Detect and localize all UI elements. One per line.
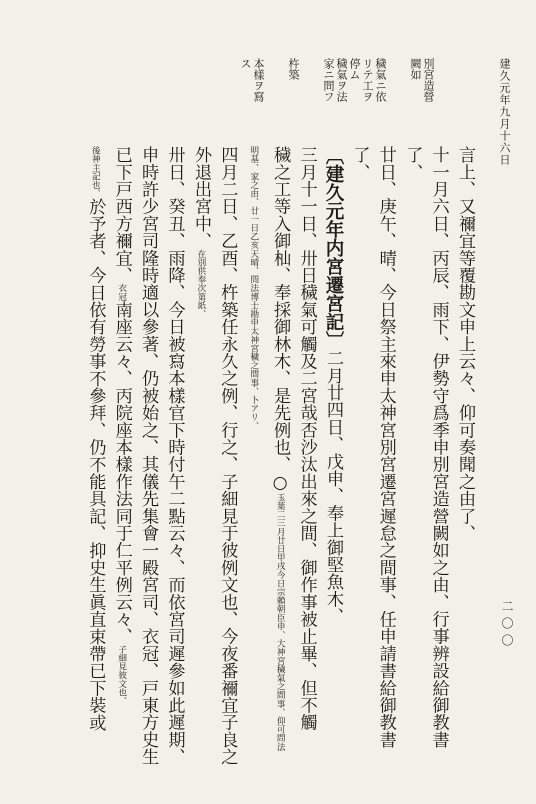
body-text (56, 146, 478, 768)
page-number: 二〇〇 (500, 600, 514, 651)
inline-note: 家之由、廿一日乙亥天晴、問法博士勘申太神宮穢之間事、卜アリ、 (248, 171, 259, 430)
margin-note: 別宮造營 闕如 (409, 58, 435, 102)
text-column (214, 146, 240, 768)
inline-note: 玉葉二三月廿日甲戌今日宗賴朝臣申、大神宮穢氣之間事、仰可問法 (275, 492, 286, 751)
inline-note: 子細見彼文也、 (116, 644, 127, 706)
inline-note: 記也、 (90, 171, 101, 198)
section-heading: 〔建久元年内宮遷宮記〕 (322, 146, 344, 350)
text-column: 申時許少宮司隆時適以參著、仍被始之、其儀先集會一殿宮司、衣冠、戸東方史生 (138, 146, 159, 766)
text-segment: 穢之工等入御杣、奉採御林木、是先例也、○ (270, 146, 291, 493)
text-column: 言上、又禰宜等覆勘文申上云々、仰可奏聞之由了、 (455, 146, 475, 542)
text-column: 十一月六日、丙辰、雨下、伊勢守爲季申別宮造營闕如之由、行事辨設給御教書 (428, 146, 449, 748)
text-column (188, 146, 214, 768)
inline-note: 衣冠 (116, 283, 127, 301)
inline-note: 後神主 (90, 146, 101, 172)
text-column: 了、 (349, 146, 370, 181)
margin-note: 本樣ヲ寫 ス (239, 58, 265, 102)
margin-note: 穢氣ニ依 リテ工ヲ 停ム 穢氣ヲ法 家ニ問フ (322, 58, 387, 102)
text-column (240, 146, 266, 768)
text-column: 廿日、庚午、晴、今日祭主來申太神宮別宮遷宮遲怠之間事、任申請書給御教書 (375, 146, 396, 748)
text-segment: 四月二日、乙酉、杵築任永久之例、行之、子細見于彼例文也、今夜番禰宜子良之 (217, 146, 238, 766)
inline-note: 明基、 (248, 146, 259, 172)
inline-note: 在別供奉次第紙、 (195, 249, 206, 319)
text-segment: 於予者、今日依有勞事不參拜、仍不能具記、抑史生眞直束帶已下裝或 (85, 197, 106, 731)
text-column: 了、 (402, 146, 423, 181)
text-segment: 南座云々、丙院座本樣作法同于仁平例云々、 (111, 300, 132, 645)
text-segment: 二月廿四日、戊申、奉上御堅魚木、 (322, 349, 343, 625)
text-column: 卅日、癸丑、雨降、今日被寫本樣官下時付午二點云々、而依宮司遲參如此遲期、 (164, 146, 185, 766)
text-column (82, 146, 108, 768)
text-column (320, 146, 346, 768)
text-segment: 已下戸西方禰宜、 (111, 146, 132, 284)
text-segment: 外退出宮中、 (190, 146, 211, 250)
running-head: 建久元年九月十六日 (498, 58, 511, 166)
margin-notes (130, 58, 435, 128)
text-column (293, 146, 319, 768)
text-column (267, 146, 293, 768)
text-segment: 三月十一日、卅日穢氣可觸及二宮哉否沙汰出來之間、御作事被止畢、但不觸 (296, 146, 317, 731)
margin-note: 杵築 (287, 58, 300, 80)
text-column (108, 146, 134, 768)
